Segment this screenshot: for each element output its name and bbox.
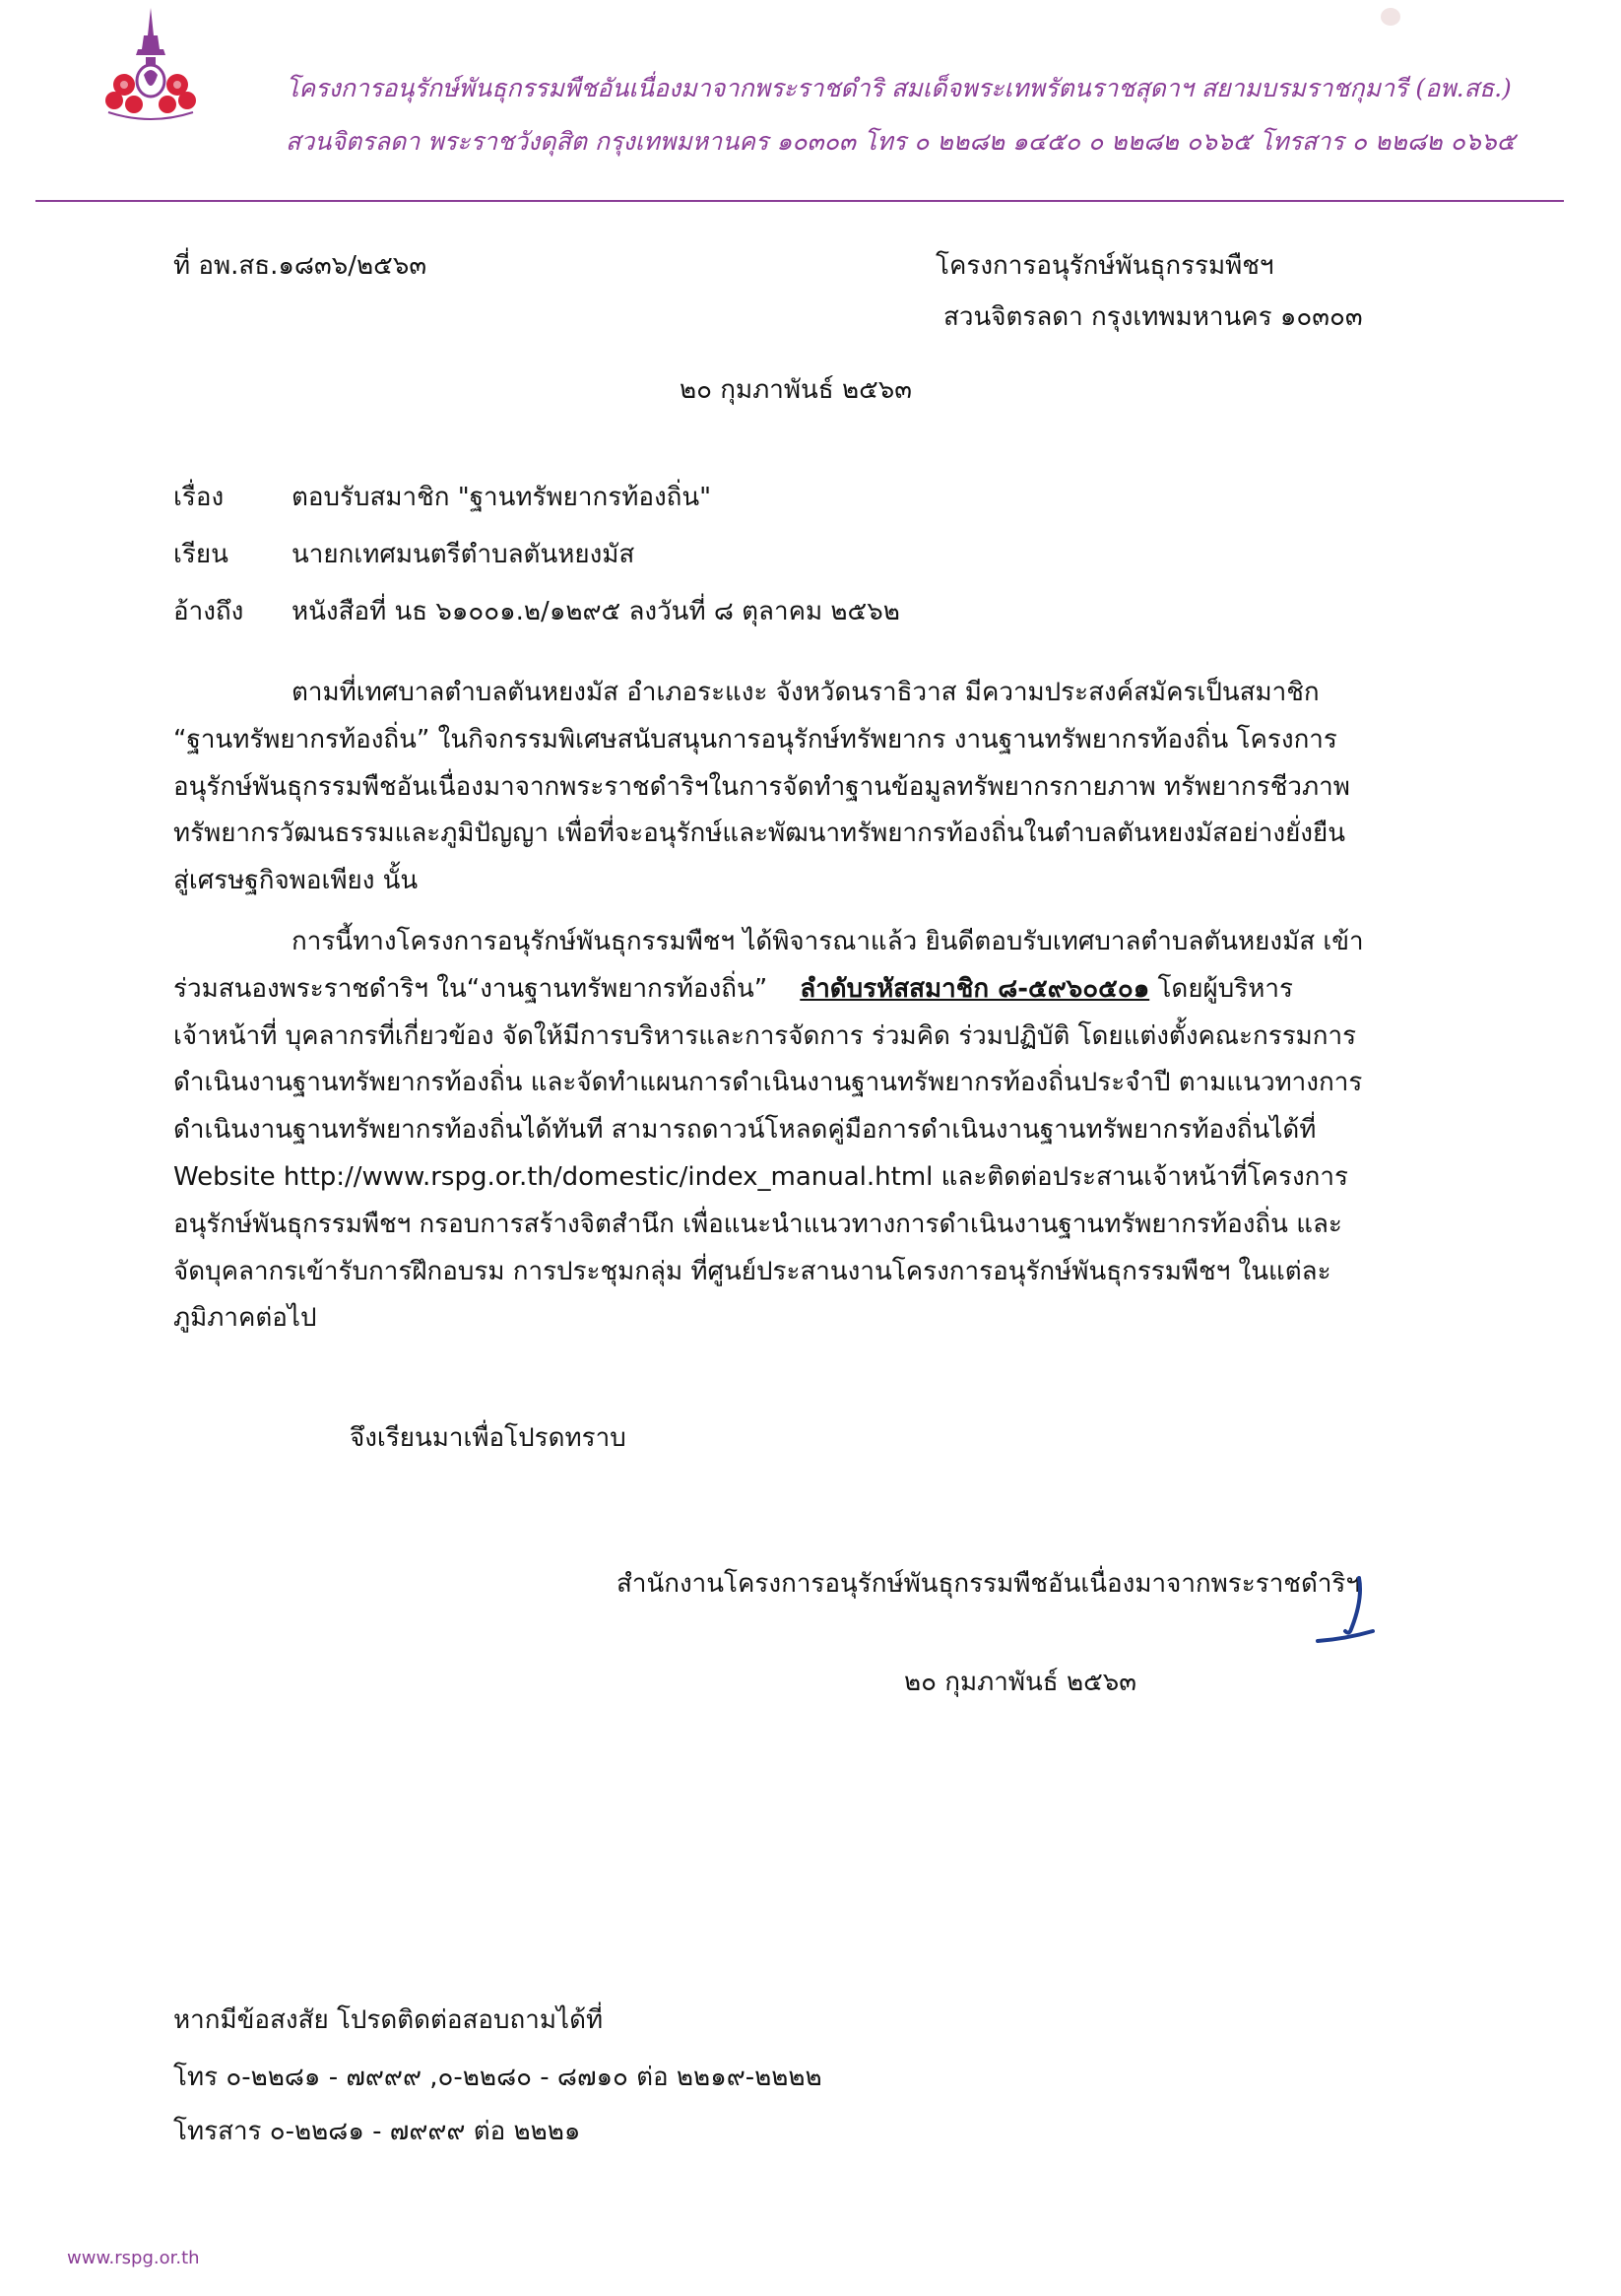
paragraph-line-with-member-code bbox=[173, 966, 1416, 1014]
reference-value: หนังสือที่ นธ ๖๑๐๐๑.๒/๑๒๙๕ ลงวันที่ ๘ ตุลาคม ๒๕๖๒ bbox=[292, 597, 900, 626]
corner-smudge bbox=[1381, 8, 1400, 26]
contact-phone: โทร ๐-๒๒๘๑ - ๗๙๙๙ ,๐-๒๒๘๐ - ๘๗๑๐ ต่อ ๒๒๑๙-๒๒๒๒ bbox=[173, 2063, 822, 2092]
footer-url[interactable]: www.rspg.or.th bbox=[67, 2248, 200, 2268]
signature-mark bbox=[1316, 1570, 1375, 1649]
paragraph-line: ภูมิภาคต่อไป bbox=[173, 1303, 317, 1334]
subject-value: ตอบรับสมาชิก "ฐานทรัพยากรท้องถิ่น" bbox=[292, 483, 712, 512]
letterhead-line-2: สวนจิตรลดา พระราชวังดุสิต กรุงเทพมหานคร ๑๐๓๐๓ โทร ๐ ๒๒๘๒ ๑๔๕๐ ๐ ๒๒๘๒ ๐๖๖๕ โทรสาร ๐ ๒๒๘๒ ๐๖๖๕ bbox=[286, 127, 1516, 156]
body-paragraph-2 bbox=[173, 919, 1416, 1343]
rspg-emblem-icon bbox=[95, 6, 207, 130]
signoff-office: สำนักงานโครงการอนุรักษ์พันธุกรรมพืชอันเนื่องมาจากพระราชดำริฯ bbox=[616, 1569, 1360, 1599]
paragraph-line: สู่เศรษฐกิจพอเพียง นั้น bbox=[173, 866, 419, 896]
closing-phrase: จึงเรียนมาเพื่อโปรดทราบ bbox=[350, 1423, 626, 1453]
paragraph-text: ร่วมสนองพระราชดำริฯ ใน“งานฐานทรัพยากรท้องถิ่น” bbox=[173, 973, 768, 1004]
sender-address: สวนจิตรลดา กรุงเทพมหานคร ๑๐๓๐๓ bbox=[943, 302, 1363, 332]
document-number: ที่ อพ.สธ.๑๘๓๖/๒๕๖๓ bbox=[173, 251, 427, 281]
paragraph-line: จัดบุคลากรเข้ารับการฝึกอบรม การประชุมกลุ่ม ที่ศูนย์ประสานงานโครงการอนุรักษ์พันธุกรรมพืชฯ ในแต่ละ bbox=[173, 1256, 1331, 1286]
signoff-date: ๒๐ กุมภาพันธ์ ๒๕๖๓ bbox=[904, 1668, 1137, 1697]
contact-fax: โทรสาร ๐-๒๒๘๑ - ๗๙๙๙ ต่อ ๒๒๒๑ bbox=[173, 2117, 581, 2146]
paragraph-line: ดำเนินงานฐานทรัพยากรท้องถิ่น และจัดทำแผนการดำเนินงานฐานทรัพยากรท้องถิ่นประจำปี ตามแนวทางการ bbox=[173, 1068, 1363, 1098]
reference-label: อ้างถึง bbox=[173, 597, 244, 626]
paragraph-line: ดำเนินงานฐานทรัพยากรท้องถิ่นได้ทันที สามารถดาวน์โหลดคู่มือการดำเนินงานฐานทรัพยากรท้องถิ่นได้ที่ bbox=[173, 1115, 1317, 1146]
paragraph-line: ตามที่เทศบาลตำบลตันหยงมัส อำเภอระแงะ จังหวัดนราธิวาส มีความประสงค์สมัครเป็นสมาชิก bbox=[292, 678, 1320, 707]
subject-label: เรื่อง bbox=[173, 483, 225, 512]
paragraph-line-with-manual-link[interactable]: Website http://www.rspg.or.th/domestic/index_manual.html และติดต่อประสานเจ้าหน้าที่โครงการ bbox=[173, 1161, 1348, 1192]
paragraph-line: “ฐานทรัพยากรท้องถิ่น” ในกิจกรรมพิเศษสนับสนุนการอนุรักษ์ทรัพยากร งานฐานทรัพยากรท้องถิ่น โครงการ bbox=[173, 724, 1337, 754]
letter-date: ๒๐ กุมภาพันธ์ ๒๕๖๓ bbox=[680, 375, 913, 405]
sender-name: โครงการอนุรักษ์พันธุกรรมพืชฯ bbox=[936, 251, 1274, 281]
contact-intro: หากมีข้อสงสัย โปรดติดต่อสอบถามได้ที่ bbox=[173, 2005, 604, 2035]
recipient-label: เรียน bbox=[173, 540, 228, 569]
paragraph-line: เจ้าหน้าที่ บุคลากรที่เกี่ยวข้อง จัดให้มีการบริหารและการจัดการ ร่วมคิด ร่วมปฏิบัติ โดยแต่งตั้งคณะกรรมการ bbox=[173, 1020, 1357, 1051]
member-code: ลำดับรหัสสมาชิก ๘-๕๙๖๐๕๐๑ bbox=[800, 973, 1150, 1004]
paragraph-text: โดยผู้บริหาร bbox=[1157, 973, 1293, 1004]
paragraph-line: อนุรักษ์พันธุกรรมพืชอันเนื่องมาจากพระราชดำริฯในการจัดทำฐานข้อมูลทรัพยากรกายภาพ ทรัพยากรชีวภาพ bbox=[173, 771, 1350, 802]
paragraph-line: อนุรักษ์พันธุกรรมพืชฯ กรอบการสร้างจิตสำนึก เพื่อแนะนำแนวทางการดำเนินงานฐานทรัพยากรท้องถิ่น และ bbox=[173, 1209, 1342, 1239]
recipient-value: นายกเทศมนตรีตำบลตันหยงมัส bbox=[292, 540, 635, 569]
letterhead-rule bbox=[35, 200, 1564, 202]
body-paragraph-1 bbox=[173, 670, 1416, 905]
paragraph-line: ทรัพยากรวัฒนธรรมและภูมิปัญญา เพื่อที่จะอนุรักษ์และพัฒนาทรัพยากรท้องถิ่นในตำบลตันหยงมัสอย่างยั่งยืน bbox=[173, 819, 1346, 849]
paragraph-line: การนี้ทางโครงการอนุรักษ์พันธุกรรมพืชฯ ได้พิจารณาแล้ว ยินดีตอบรับเทศบาลตำบลตันหยงมัส เข้า bbox=[292, 927, 1364, 956]
letterhead-line-1: โครงการอนุรักษ์พันธุกรรมพืชอันเนื่องมาจากพระราชดำริ สมเด็จพระเทพรัตนราชสุดาฯ สยามบรมราชกุมารี (อพ.สธ.) bbox=[286, 74, 1512, 102]
